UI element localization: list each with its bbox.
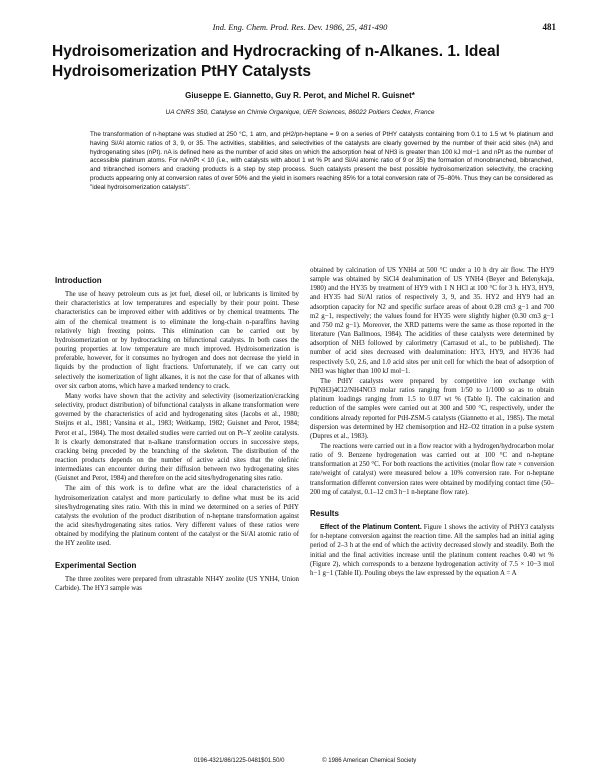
running-header [0, 22, 600, 36]
author-list: Giuseppe E. Giannetto, Guy R. Perot, and Michel R. Guisnet* [185, 91, 415, 100]
experimental-paragraph-2: obtained by calcination of US YNH4 at 500 °C under a 10 h dry air flow. The HY9 sample was obtained by SiCl4 dealumination of US YNH4 (Beyer and Belenykaja, 1980) and the HY35 by treatment of HY9 with 1 N HCl at 100 °C for 3 h. HY3, HY9, and HY35 had Si/Al ratios of respectively 3, 9, and 35. HY2 and HY9 had an adsorption capacity for N2 and specific surface areas of about 0.28 cm3 g−1 and 700 m2 g−1, respectively; the values found for HY35 were slightly higher (0.30 cm3 g−1 and 750 m2 g−1). Moreover, the XRD patterns were the same as those reported in the literature (Van Ballmoos, 1984). The acidities of these catalysts were determined by adsorption of NH3 followed by calorimetry (Carrasud et al., to be published). The number of acid sites decreased with dealumination: HY3, HY9, and HY36 had respectively 5.0, 2.6, and 1.0 acid sites per unit cell for which the heat of adsorption of NH3 was higher than 100 kJ mol−1. [310, 267, 554, 375]
intro-paragraph-1: The use of heavy petroleum cuts as jet fuel, diesel oil, or lubricants is limited by their characteristics at low temperatures and especially by their pour point. These characteristics can be improved either with additives or by chemical treatments. The aim of the chemical treatment is to eliminate the long-chain n-paraffins having relatively high freezing points. This elimination can be carried out by hydroisomerization or by hydrocracking on bifunctional catalysts. In both cases the pouring properties at low temperature are much improved. Hydroisomerization is preferable, however, for it consumes no hydrogen and does not decrease the yield in liquids by the production of light fractions. Unfortunately, if we can carry out selectively the isomerization of light alkanes, it is not the case for that of alkanes with over six carbon atoms, which have a marked tendency to crack. [55, 291, 299, 390]
page-footer [55, 758, 555, 764]
experimental-paragraph-3: The PtHY catalysts were prepared by competitive ion exchange with Pt(NH3)4Cl2/NH4NO3 molar ratios ranging from 1/50 to 1/1000 so as to obtain platinum loadings ranging from 1.5 to 0.07 wt % (Table I). The calcination and reduction of the samples were carried out at 300 and 500 °C, respectively, under the conditions already reported for PtH-ZSM-5 catalysts (Giannetto et al., 1985). The metal dispersion was determined by H2 chemisorption and H2–O2 titration in a pulse system (Dupres et al., 1983). [310, 377, 554, 440]
affiliation: UA CNRS 350, Catalyse en Chimie Organique, UER Sciences, 86022 Poitiers Cedex, France [165, 109, 435, 116]
doi-code: 0196-4321/86/1225-0481$01.50/0 [193, 758, 285, 764]
results-paragraph-1 [310, 523, 554, 578]
left-column [55, 276, 299, 594]
copyright: © 1986 American Chemical Society [322, 758, 417, 764]
journal-reference: Ind. Eng. Chem. Prod. Res. Dev. 1986, 25, 481-490 [212, 22, 388, 32]
right-column [310, 266, 554, 579]
section-heading-results: Results [310, 508, 339, 518]
section-heading-introduction: Introduction [55, 276, 102, 285]
experimental-paragraph-1: The three zeolites were prepared from ultrastable NH4Y zeolite (US YNH4, Union Carbide). The HY3 sample was [55, 575, 299, 592]
intro-paragraph-3: The aim of this work is to define what are the ideal characteristics of a hydroisomerization catalyst and more particularly to define what must be its acid sites/hydrogenating sites ratio. With this in mind we determined on a series of PtHY catalysts the evolution of the product distribution of n-heptane transformation against the acid sites/hydrogenating sites ratios. Very different values of these ratios were obtained by modifying the platinum content of the catalyst or the Si/Al atomic ratio of the HY zeolite used. [55, 485, 299, 548]
results-text: Figure 1 shows the activity of PtHY3 catalysts for n-heptane conversion against the reaction time. All the samples had an initial aging period of 2–3 h at the end of which the activity decreased slowly and steadily. Both the initial and the final activities increase until the platinum content reaches 0.40 wt % (Figure 2), which corresponds to a benzene hydrogenation activity of 7.5 × 10−3 mol h−1 g−1 (Table II). Pouling obeys the law expressed by the equation A = A [310, 524, 554, 577]
page-number: 481 [542, 22, 556, 32]
runin-heading: Effect of the Platinum Content. [320, 524, 422, 532]
section-heading-experimental: Experimental Section [55, 560, 137, 570]
intro-paragraph-2: Many works have shown that the activity and selectivity (isomerization/cracking selectivity, product distribution) of bifunctional catalysts in alkane transformation were governed by the characteristics of acid and hydrogenating sites (Jacobs et al., 1980; Steijns et al., 1981; Vansina et al., 1983; Weitkamp, 1982; Guisnet and Perot, 1984; Perot et al., 1984). The most detailed studies were carried out on Pt–Y zeolite catalysts. It is clearly demonstrated that n-alkane transformation occurs in successive steps, cracking being preceded by the branching of the skeleton. The distribution of the reaction products depends on the number of active acid sites that the olefinic intermediates can encounter during their diffusion between two hydrogenating sites (Guisnet and Perot, 1984) and therefore on the acid sites/hydrogenating sites ratio. [55, 392, 299, 483]
experimental-paragraph-4: The reactions were carried out in a flow reactor with a hydrogen/hydrocarbon molar ratio of 9. Benzene hydrogenation was carried out at 100 °C and n-heptane transformation at 250 °C. For both reactions the activities (molar flow rate × conversion rate/weight of catalyst) were measured below a 10% conversion rate. For n-heptane transformation different conversion rates were obtained by modifying contact time (50–200 mg of catalyst, 0.1–12 cm3 h−1 n-heptane flow rate). [310, 442, 554, 496]
paper-title: Hydroisomerization and Hydrocracking of n-Alkanes. 1. Ideal Hydroisomerization PtHY Catalysts [52, 43, 500, 80]
abstract: The transformation of n-heptane was studied at 250 °C, 1 atm, and pH2/pn-heptane = 9 on a series of PtHY catalysts containing from 0.1 to 1.5 wt % platinum and having Si/Al atomic ratios of 3, 9, or 35. The activities, stabilities, and selectivities of the catalysts are clearly governed by the number of their acid sites (nA) and hydrogenating sites (nPt). nA is defined here as the number of acid sites on which the adsorption heat of NH3 is greater than 100 kJ mol−1 and nPt as the number of accessible platinum atoms. For nA/nPt < 10 (i.e., with catalysts with about 1 wt % Pt and Si/Al atomic ratio of 9 or 35) the formation of monobranched, bibranched, and tribranched isomers and cracking products is a step by step process. Such catalysts present the best possible hydroisomerization selectivity, the cracking products appearing only at conversion rates of over 50% and the yield in isomers reaching 85% for a total conversion rate of 75–80%. Thus they can be considered as "ideal hydroisomerization catalysts". [90, 131, 553, 191]
